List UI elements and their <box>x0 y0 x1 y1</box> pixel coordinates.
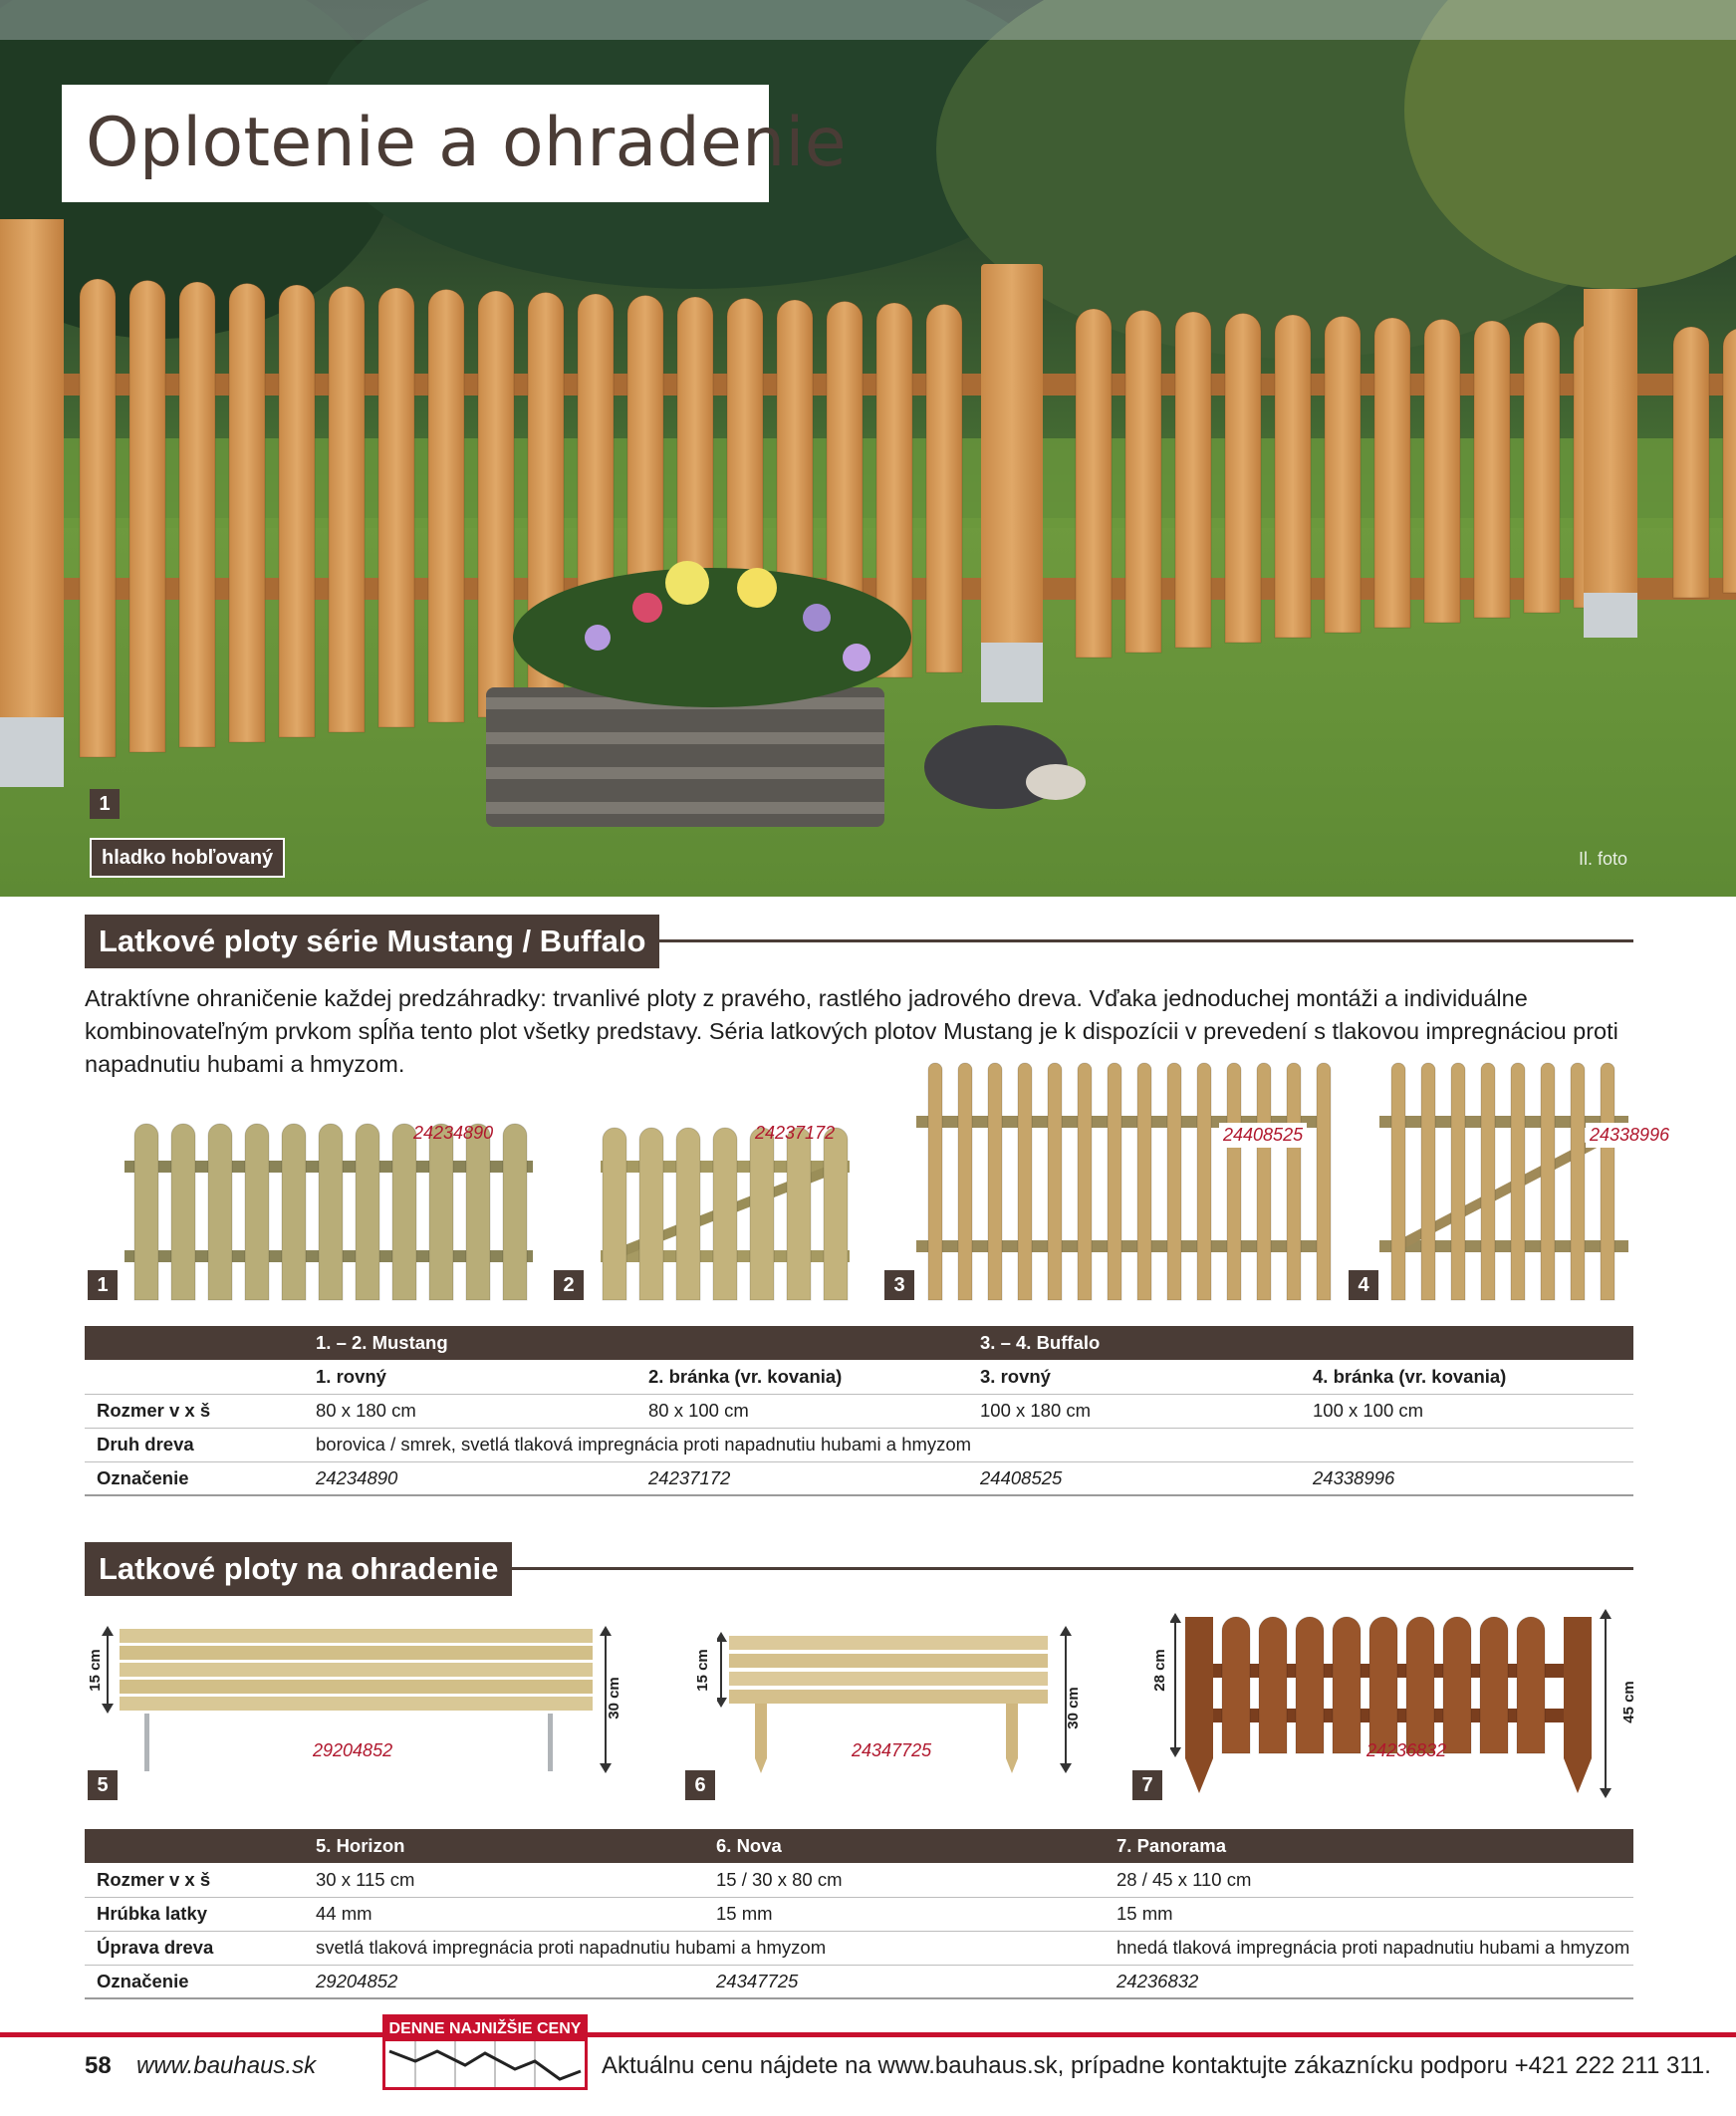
fence-picket <box>129 281 165 753</box>
fence-picket <box>329 287 365 732</box>
fence-picket <box>639 1128 663 1300</box>
price-chart-icon <box>385 2041 585 2087</box>
column-header: 5. Horizon <box>304 1829 704 1863</box>
product-code: 24408525 <box>1219 1123 1307 1148</box>
fence-picket <box>378 288 414 727</box>
table-row <box>85 1897 1633 1931</box>
fence-picket <box>1175 312 1211 648</box>
fence-picket <box>134 1124 158 1300</box>
fence-picket <box>713 1128 737 1300</box>
finish-badge: hladko hobľovaný <box>90 838 285 878</box>
website-link[interactable]: www.bauhaus.sk <box>136 2052 317 2079</box>
fence-picket <box>1481 1063 1495 1300</box>
fence-picket <box>1524 323 1560 613</box>
table-cell: 100 x 100 cm <box>1301 1394 1633 1428</box>
fence-picket <box>1227 1063 1241 1300</box>
column-header: 3. rovný <box>968 1360 1301 1394</box>
fence-picket <box>988 1063 1002 1300</box>
column-header: 1. rovný <box>304 1360 636 1394</box>
table-cell: 15 mm <box>1105 1897 1633 1931</box>
product-code: 24338996 <box>1586 1123 1673 1148</box>
table-cell: 28 / 45 x 110 cm <box>1105 1863 1633 1897</box>
table-cell: 15 / 30 x 80 cm <box>704 1863 1105 1897</box>
footer-rule <box>0 2032 1736 2037</box>
fence-picket <box>1517 1617 1545 1753</box>
row-label: Označenie <box>85 1461 304 1495</box>
table-cell: 100 x 180 cm <box>968 1394 1301 1428</box>
product-code: 24234890 <box>413 1123 494 1143</box>
fence-picket <box>171 1124 195 1300</box>
section-heading-enclosure: Latkové ploty na ohradenie <box>85 1542 512 1596</box>
fence-picket <box>1673 327 1709 598</box>
height-dimension-left: 15 cm <box>693 1649 711 1692</box>
fence-picket <box>1443 1617 1471 1753</box>
table-cell: 80 x 100 cm <box>636 1394 968 1428</box>
height-dimension-left: 28 cm <box>1150 1649 1168 1692</box>
product-code: 24347725 <box>852 1740 932 1760</box>
product-number: 6 <box>685 1770 715 1800</box>
fence-picket <box>1275 315 1311 638</box>
section-heading-mustang-buffalo: Latkové ploty série Mustang / Buffalo <box>85 915 659 968</box>
fence-picket <box>429 1124 453 1300</box>
column-header: 7. Panorama <box>1105 1829 1633 1863</box>
table-header-row <box>85 1360 1633 1394</box>
fence-picket <box>1167 1063 1181 1300</box>
fence-picket <box>282 1124 306 1300</box>
fence-picket <box>503 1124 527 1300</box>
product-2-image <box>593 1116 862 1305</box>
product-code: 24236832 <box>1366 1740 1447 1760</box>
fence-picket <box>1474 321 1510 618</box>
fence-picket <box>245 1124 269 1300</box>
fence-picket <box>80 279 116 757</box>
intro-paragraph: Atraktívne ohraničenie každej predzáhradky: trvanlivé ploty z pravého, rastlého jadrového dreva. Vďaka jednoduchej montáži a individuálne kombinovateľným prvkom spĺňa tento plot všetky predstavy. Séria latkových plotov Mustang je k dispozícii v prevedení s tlakovou impregnáciou proti napadnutiu hubami a hmyzom. <box>85 985 1618 1077</box>
fence-picket <box>1048 1063 1062 1300</box>
table-row <box>85 1394 1633 1428</box>
product-7-image <box>1170 1609 1618 1798</box>
fence-picket <box>229 284 265 743</box>
fence-picket <box>603 1128 626 1300</box>
table-cell: svetlá tlaková impregnácia proti napadnutiu hubami a hmyzom <box>304 1931 1105 1965</box>
fence-picket <box>1076 309 1112 658</box>
table-cell: 24338996 <box>1301 1461 1633 1495</box>
table-cell: 80 x 180 cm <box>304 1394 636 1428</box>
height-dimension-left: 15 cm <box>86 1649 104 1692</box>
table-row <box>85 1965 1633 1998</box>
table-cell: 24237172 <box>636 1461 968 1495</box>
footer-note: Aktuálnu cenu nájdete na www.bauhaus.sk, prípadne kontaktujte zákaznícku podporu +421 222 211 311. <box>602 2052 1711 2079</box>
height-dimension-right: 30 cm <box>1064 1687 1082 1729</box>
fence-picket <box>1137 1063 1151 1300</box>
table-row <box>85 1428 1633 1461</box>
table-cell: 24236832 <box>1105 1965 1633 1998</box>
product-4-image <box>1379 1061 1636 1305</box>
fence-picket <box>1259 1617 1287 1753</box>
fence-picket <box>1424 320 1460 624</box>
product-number: 5 <box>88 1770 118 1800</box>
fence-picket <box>1511 1063 1525 1300</box>
lowest-price-badge <box>382 2014 588 2090</box>
height-dimension-right: 45 cm <box>1619 1681 1637 1723</box>
fence-picket <box>319 1124 343 1300</box>
hero-number-badge: 1 <box>90 789 120 819</box>
column-header: 4. bránka (vr. kovania) <box>1301 1360 1633 1394</box>
table-row <box>85 1863 1633 1897</box>
product-number: 3 <box>884 1270 914 1300</box>
fence-picket <box>1018 1063 1032 1300</box>
page-number: 58 <box>85 2052 112 2079</box>
fence-picket <box>1421 1063 1435 1300</box>
product-1-image <box>85 1116 543 1305</box>
fence-picket <box>1333 1617 1361 1753</box>
fence-picket <box>1222 1617 1250 1753</box>
table-header-row <box>85 1829 1633 1863</box>
fence-picket <box>1451 1063 1465 1300</box>
product-code: 24237172 <box>755 1123 836 1143</box>
table-cell: borovica / smrek, svetlá tlaková impregnácia proti napadnutiu hubami a hmyzom <box>304 1428 1633 1461</box>
product-code: 29204852 <box>313 1740 393 1760</box>
table-cell: 29204852 <box>304 1965 704 1998</box>
table-row <box>85 1931 1633 1965</box>
product-number: 4 <box>1349 1270 1378 1300</box>
table-cell: 30 x 115 cm <box>304 1863 704 1897</box>
fence-picket <box>1257 1063 1271 1300</box>
column-header: 2. bránka (vr. kovania) <box>636 1360 968 1394</box>
spec-table-enclosure <box>85 1829 1633 1999</box>
row-label: Úprava dreva <box>85 1931 304 1965</box>
table-cell: hnedá tlaková impregnácia proti napadnutiu hubami a hmyzom <box>1105 1931 1633 1965</box>
fence-picket <box>676 1128 700 1300</box>
table-cell: 24347725 <box>704 1965 1105 1998</box>
table-group-row <box>85 1326 1633 1360</box>
fence-picket <box>1296 1617 1324 1753</box>
fence-picket <box>1287 1063 1301 1300</box>
fence-picket <box>787 1128 811 1300</box>
height-dimension-right: 30 cm <box>605 1677 622 1719</box>
fence-picket <box>1391 1063 1405 1300</box>
fence-picket <box>1317 1063 1331 1300</box>
fence-picket <box>1406 1617 1434 1753</box>
fence-picket <box>392 1124 416 1300</box>
fence-picket <box>824 1128 848 1300</box>
page-title: Oplotenie a ohradenie <box>86 104 847 182</box>
row-label: Hrúbka latky <box>85 1897 304 1931</box>
fence-picket <box>1197 1063 1211 1300</box>
fence-picket <box>926 305 962 672</box>
fence-picket <box>1078 1063 1092 1300</box>
table-cell: 44 mm <box>304 1897 704 1931</box>
fence-picket <box>958 1063 972 1300</box>
fence-picket <box>1108 1063 1121 1300</box>
fence-picket <box>179 282 215 747</box>
fence-picket <box>1480 1617 1508 1753</box>
row-label: Označenie <box>85 1965 304 1998</box>
photo-caption: Il. foto <box>1579 849 1628 869</box>
product-number: 2 <box>554 1270 584 1300</box>
fence-picket <box>1374 318 1410 628</box>
product-number: 7 <box>1132 1770 1162 1800</box>
fence-picket <box>279 285 315 737</box>
table-cell: 24408525 <box>968 1461 1301 1495</box>
column-header: 6. Nova <box>704 1829 1105 1863</box>
fence-picket <box>928 1063 942 1300</box>
fence-picket <box>1541 1063 1555 1300</box>
group-mustang: 1. – 2. Mustang <box>304 1326 968 1360</box>
fence-picket <box>1601 1063 1614 1300</box>
fence-picket <box>478 291 514 717</box>
product-number: 1 <box>88 1270 118 1300</box>
lowest-price-label: DENNE NAJNIŽŠIE CENY <box>385 2017 585 2041</box>
table-cell: 24234890 <box>304 1461 636 1495</box>
fence-picket <box>356 1124 379 1300</box>
row-label: Rozmer v x š <box>85 1394 304 1428</box>
table-row <box>85 1461 1633 1495</box>
fence-picket <box>1723 329 1736 594</box>
spec-table-mustang-buffalo <box>85 1326 1633 1496</box>
fence-picket <box>428 290 464 723</box>
group-buffalo: 3. – 4. Buffalo <box>968 1326 1633 1360</box>
fence-picket <box>1571 1063 1585 1300</box>
fence-picket <box>1125 311 1161 654</box>
fence-picket <box>1225 314 1261 643</box>
product-3-image <box>916 1061 1335 1305</box>
row-label: Druh dreva <box>85 1428 304 1461</box>
heading-rule <box>652 939 1633 942</box>
fence-picket <box>466 1124 490 1300</box>
table-cell: 15 mm <box>704 1897 1105 1931</box>
fence-picket <box>208 1124 232 1300</box>
fence-picket <box>1369 1617 1397 1753</box>
heading-rule <box>510 1567 1633 1570</box>
row-label: Rozmer v x š <box>85 1863 304 1897</box>
fence-picket <box>1325 317 1361 634</box>
fence-picket <box>750 1128 774 1300</box>
